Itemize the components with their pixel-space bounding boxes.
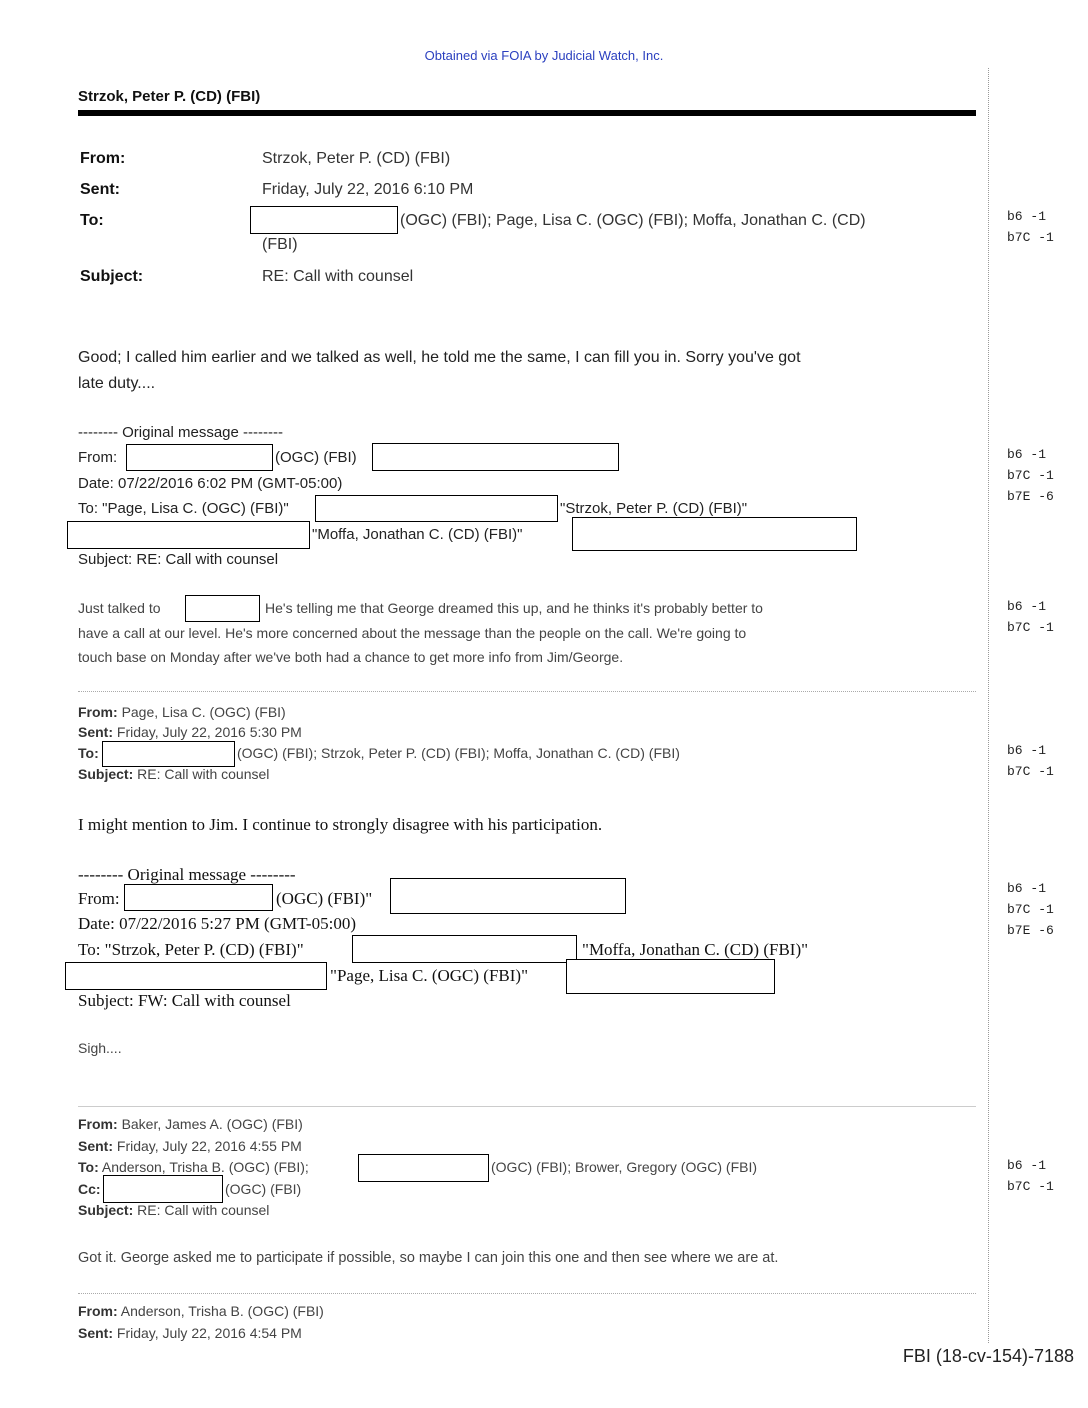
email-cc: (OGC) (FBI) (225, 1181, 302, 1197)
email-to: (OGC) (FBI); Strzok, Peter P. (CD) (FBI); Moffa, Jonathan C. (CD) (FBI) (237, 745, 680, 761)
orig-from-prefix: From: (78, 889, 120, 908)
email-body: Got it. George asked me to participate if possible, so maybe I can join this one and then see where we are at. (78, 1250, 779, 1266)
sent-value: Friday, July 22, 2016 6:10 PM (262, 181, 474, 198)
exemption-code: b6 -1 (1007, 743, 1047, 758)
redaction-box (65, 962, 327, 990)
email-to-label: To: (78, 745, 99, 761)
orig-body: Sigh.... (78, 1040, 122, 1056)
exemption-codes (1007, 596, 1054, 638)
email-from: From: Baker, James A. (OGC) (FBI) (78, 1116, 303, 1132)
foia-watermark: Obtained via FOIA by Judicial Watch, Inc. (424, 48, 664, 63)
redaction-box (185, 595, 260, 622)
mailbox-owner: Strzok, Peter P. (CD) (FBI) (78, 88, 261, 105)
orig-body-line2: have a call at our level. He's more concerned about the message than the people on the call. We're going to (78, 625, 747, 641)
redaction-box (102, 741, 235, 767)
redaction-box (372, 443, 619, 471)
email-sent: Sent: Friday, July 22, 2016 4:55 PM (78, 1138, 302, 1154)
exemption-code: b7C -1 (1007, 620, 1054, 635)
orig-body-line1a: Just talked to (78, 600, 161, 616)
redaction-box (126, 444, 273, 471)
redaction-box (390, 878, 626, 914)
orig-from-prefix: From: (78, 449, 118, 466)
redaction-box (67, 521, 310, 549)
orig-body-line3: touch base on Monday after we've both had a chance to get more info from Jim/George. (78, 649, 624, 665)
message-body (78, 345, 968, 397)
message-divider (78, 1106, 976, 1107)
exemption-codes (1007, 206, 1054, 248)
email-body: I might mention to Jim. I continue to strongly disagree with his participation. (78, 815, 603, 834)
subject-value: RE: Call with counsel (262, 268, 414, 285)
exemption-code: b6 -1 (1007, 881, 1047, 896)
orig-to-prefix: To: "Page, Lisa C. (OGC) (FBI)" (78, 500, 289, 517)
orig-to-line2: "Moffa, Jonathan C. (CD) (FBI)" (312, 526, 523, 543)
email-from: From: Anderson, Trisha B. (OGC) (FBI) (78, 1303, 324, 1319)
exemption-code: b7E -6 (1007, 923, 1054, 938)
orig-from-mid: (OGC) (FBI) (275, 449, 357, 466)
email-cc-label: Cc: (78, 1181, 101, 1197)
exemption-code: b6 -1 (1007, 599, 1047, 614)
bates-number: FBI (18-cv-154)-7188 (902, 1346, 1074, 1366)
orig-date: Date: 07/22/2016 6:02 PM (GMT-05:00) (78, 475, 343, 492)
exemption-codes (1007, 1155, 1054, 1197)
redaction-box (124, 884, 273, 911)
exemption-code: b7C -1 (1007, 902, 1054, 917)
email-to-a: To: Anderson, Trisha B. (OGC) (FBI); (78, 1159, 309, 1175)
orig-subject: Subject: FW: Call with counsel (78, 991, 291, 1010)
exemption-code: b7C -1 (1007, 1179, 1054, 1194)
to-value-line1: (OGC) (FBI); Page, Lisa C. (OGC) (FBI); Moffa, Jonathan C. (CD) (400, 212, 866, 229)
exemption-code: b6 -1 (1007, 447, 1047, 462)
from-label: From: (80, 150, 126, 167)
exemption-codes (1007, 878, 1054, 941)
sent-label: Sent: (80, 181, 120, 198)
email-subject: Subject: RE: Call with counsel (78, 766, 270, 782)
exemption-code: b7C -1 (1007, 468, 1054, 483)
orig-date: Date: 07/22/2016 5:27 PM (GMT-05:00) (78, 914, 356, 933)
orig-to-mid: "Moffa, Jonathan C. (CD) (FBI)" (582, 940, 809, 959)
orig-subject: Subject: RE: Call with counsel (78, 551, 279, 568)
redaction-box (572, 517, 857, 551)
message-divider (78, 691, 976, 692)
orig-to-mid: "Strzok, Peter P. (CD) (FBI)" (560, 500, 748, 517)
exemption-code: b6 -1 (1007, 1158, 1047, 1173)
from-value: Strzok, Peter P. (CD) (FBI) (262, 150, 451, 167)
to-label: To: (80, 212, 104, 229)
exemption-code: b6 -1 (1007, 209, 1047, 224)
redaction-box (103, 1175, 223, 1203)
email-sent: Sent: Friday, July 22, 2016 4:54 PM (78, 1325, 302, 1341)
exemption-codes (1007, 444, 1054, 507)
exemption-code: b7C -1 (1007, 230, 1054, 245)
margin-divider (988, 68, 989, 1343)
email-sent: Sent: Friday, July 22, 2016 5:30 PM (78, 724, 302, 740)
email-to-b: (OGC) (FBI); Brower, Gregory (OGC) (FBI) (491, 1159, 758, 1175)
message-divider (78, 1293, 976, 1294)
original-separator: -------- Original message -------- (78, 424, 283, 441)
exemption-code: b7E -6 (1007, 489, 1054, 504)
orig-to-line2: "Page, Lisa C. (OGC) (FBI)" (330, 966, 529, 985)
header-rule (78, 110, 976, 116)
redaction-box (352, 935, 577, 963)
orig-body-line1b: He's telling me that George dreamed this up, and he thinks it's probably better to (265, 600, 763, 616)
exemption-code: b7C -1 (1007, 764, 1054, 779)
exemption-codes (1007, 740, 1054, 782)
to-value-line2: (FBI) (262, 236, 298, 253)
orig-to-prefix: To: "Strzok, Peter P. (CD) (FBI)" (78, 940, 304, 959)
redaction-box (315, 495, 558, 522)
redaction-box (358, 1154, 489, 1182)
body-line: late duty.... (78, 375, 156, 392)
original-separator: -------- Original message -------- (78, 865, 296, 884)
email-subject: Subject: RE: Call with counsel (78, 1202, 270, 1218)
redaction-box (250, 206, 398, 234)
redaction-box (566, 959, 775, 994)
email-from: From: Page, Lisa C. (OGC) (FBI) (78, 704, 286, 720)
body-line: Good; I called him earlier and we talked as well, he told me the same, I can fill you in. Sorry you've got (78, 349, 801, 366)
subject-label: Subject: (80, 268, 144, 285)
orig-from-mid: (OGC) (FBI)" (276, 889, 373, 908)
